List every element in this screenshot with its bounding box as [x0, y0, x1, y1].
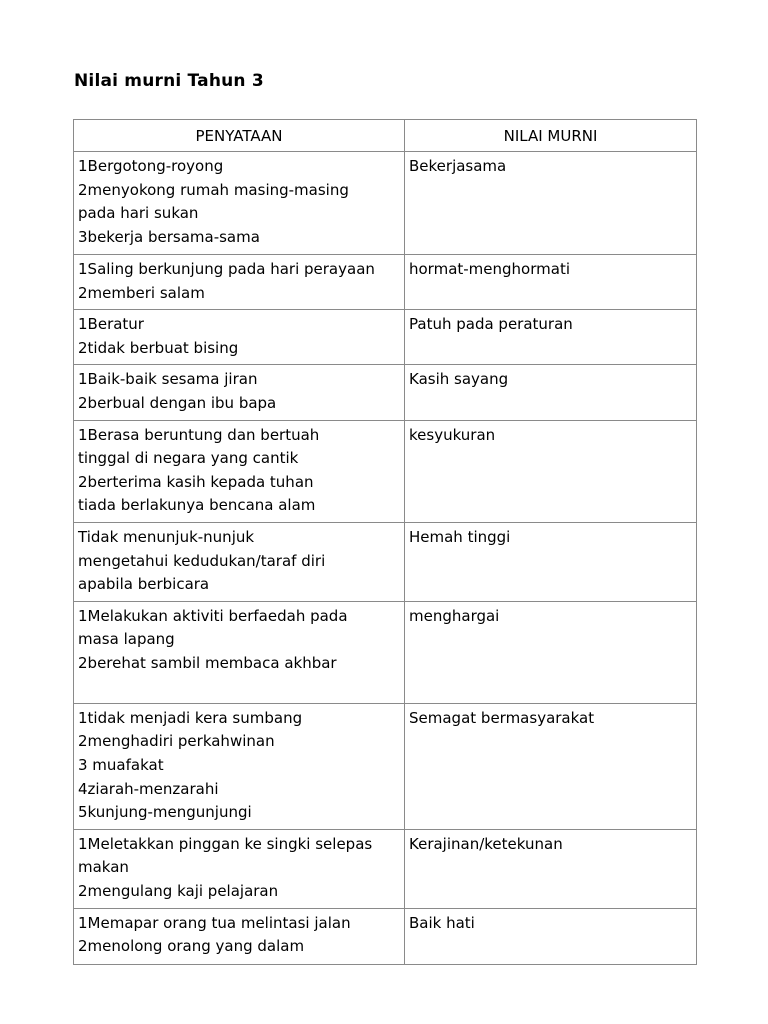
value-cell — [405, 420, 697, 522]
statement-line: 1Berasa beruntung dan bertuah — [78, 425, 320, 444]
statement-line: 2berehat sambil membaca akhbar — [78, 653, 337, 672]
statement-line: pada hari sukan — [78, 204, 199, 223]
statement-line: 2tidak berbuat bising — [78, 338, 239, 357]
table-header — [74, 120, 697, 152]
statement-line: 2memberi salam — [78, 283, 205, 302]
value-cell — [405, 703, 697, 829]
statement-line: tiada berlakunya bencana alam — [78, 496, 316, 515]
statement-line: 2mengulang kaji pelajaran — [78, 881, 279, 900]
table-row — [74, 601, 697, 703]
statement-line: 3 muafakat — [78, 755, 164, 774]
value-text: kesyukuran — [409, 425, 496, 444]
table-row — [74, 255, 697, 310]
value-text: Bekerjasama — [409, 157, 507, 175]
statement-line: 1Bergotong-royong — [78, 157, 224, 175]
value-cell — [405, 255, 697, 310]
statement-cell — [74, 703, 405, 829]
value-text: Semagat bermasyarakat — [409, 708, 595, 727]
statement-line: 5kunjung-mengunjungi — [78, 803, 252, 822]
table-row — [74, 310, 697, 365]
statement-line: 1Meletakkan pinggan ke singki selepas — [78, 834, 373, 853]
header-row — [74, 120, 697, 152]
table-row — [74, 829, 697, 908]
value-cell — [405, 601, 697, 703]
statement-cell — [74, 522, 405, 601]
statement-line: apabila berbicara — [78, 575, 210, 594]
value-text: hormat-menghormati — [409, 260, 570, 278]
header-statement: PENYATAAN — [74, 120, 405, 152]
statement-line: 2berterima kasih kepada tuhan — [78, 472, 314, 491]
table-row — [74, 703, 697, 829]
statement-line: makan — [78, 858, 129, 877]
value-cell — [405, 365, 697, 420]
statement-cell — [74, 601, 405, 703]
statement-line: 1Saling berkunjung pada hari perayaan — [78, 260, 375, 278]
value-cell — [405, 829, 697, 908]
statement-cell — [74, 420, 405, 522]
statement-line: tinggal di negara yang cantik — [78, 449, 299, 468]
statement-line: 2menyokong rumah masing-masing — [78, 180, 349, 199]
table-body — [74, 152, 697, 965]
statement-line: masa lapang — [78, 630, 175, 649]
statement-cell — [74, 152, 405, 255]
statement-line: 1Beratur — [78, 315, 144, 334]
statement-line: 2menolong orang yang dalam — [78, 937, 305, 956]
statement-cell — [74, 365, 405, 420]
statement-line: 2berbual dengan ibu bapa — [78, 393, 277, 412]
value-text: Patuh pada peraturan — [409, 315, 573, 334]
table-row — [74, 908, 697, 964]
document-title: Nilai murni Tahun 3 — [74, 71, 264, 91]
value-cell — [405, 908, 697, 964]
value-cell — [405, 152, 697, 255]
value-text: Baik hati — [409, 913, 475, 932]
statement-cell — [74, 255, 405, 310]
statement-cell — [74, 310, 405, 365]
statement-line: 1Memapar orang tua melintasi jalan — [78, 913, 351, 932]
statement-line: Tidak menunjuk-nunjuk — [78, 527, 255, 546]
statement-line: mengetahui kedudukan/taraf diri — [78, 551, 326, 570]
value-text: Kasih sayang — [409, 370, 509, 389]
statement-line: 1Melakukan aktiviti berfaedah pada — [78, 606, 348, 625]
table-row — [74, 365, 697, 420]
statement-cell — [74, 829, 405, 908]
statement-cell — [74, 908, 405, 964]
values-table — [73, 119, 697, 965]
table-row — [74, 152, 697, 255]
table-row — [74, 522, 697, 601]
statement-line: 4ziarah-menzarahi — [78, 779, 219, 798]
statement-line: 3bekerja bersama-sama — [78, 227, 260, 246]
value-cell — [405, 522, 697, 601]
statement-line: 1Baik-baik sesama jiran — [78, 370, 258, 389]
value-cell — [405, 310, 697, 365]
statement-line: 2menghadiri perkahwinan — [78, 732, 275, 751]
value-text: Hemah tinggi — [409, 527, 511, 546]
header-value: NILAI MURNI — [405, 120, 697, 152]
value-text: Kerajinan/ketekunan — [409, 834, 563, 853]
value-text: menghargai — [409, 606, 500, 625]
table-row — [74, 420, 697, 522]
statement-line: 1tidak menjadi kera sumbang — [78, 708, 303, 727]
